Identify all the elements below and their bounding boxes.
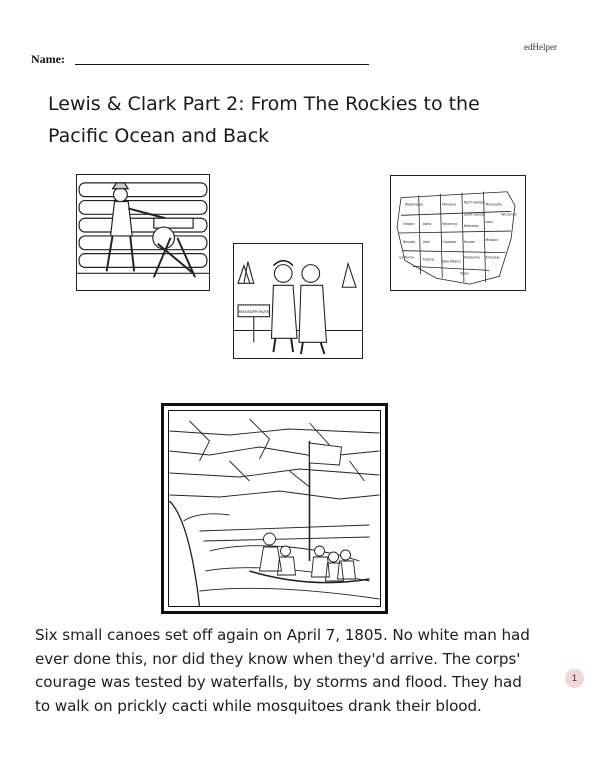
title-line-1: Lewis & Clark Part 2: From The Rockies to the	[48, 93, 480, 115]
map-state-label: Missouri	[485, 237, 499, 242]
map-state-label: Idaho	[422, 222, 432, 227]
map-state-label: Texas	[459, 271, 469, 276]
us-map-icon	[391, 176, 525, 290]
map-state-label: California	[399, 255, 414, 260]
story-line: to walk on prickly cacti while mosquitoes drank their blood.	[35, 696, 482, 715]
map-state-label: Minnesota	[485, 202, 502, 207]
map-state-label: Oklahoma	[463, 255, 480, 260]
cabin-sawing-image	[76, 174, 210, 291]
canoe-expedition-icon	[169, 411, 380, 606]
map-state-label: North Dakota	[463, 200, 485, 205]
us-map-image	[390, 175, 526, 291]
map-state-label: Nebraska	[463, 224, 479, 229]
map-state-label: Wyoming	[442, 222, 457, 227]
map-state-label: Montana	[442, 202, 456, 207]
name-input-line[interactable]	[75, 64, 369, 65]
cabin-sawing-icon	[77, 175, 209, 290]
page-title	[48, 88, 518, 152]
map-state-label: Arizona	[422, 257, 435, 262]
map-state-label: Kansas	[463, 239, 475, 244]
map-state-label: Nevada	[402, 239, 415, 244]
map-state-label: Washington	[404, 202, 424, 207]
explorers-icon	[234, 244, 362, 358]
name-label: Name:	[31, 52, 65, 66]
explorers-image	[233, 243, 363, 359]
map-state-label: Utah	[422, 239, 431, 244]
canoe-expedition-image	[161, 403, 388, 614]
map-state-label: South Dakota	[463, 212, 486, 217]
map-state-label: Colorado	[442, 239, 457, 244]
map-state-label: Oregon	[402, 222, 415, 227]
title-line-2: Pacific Ocean and Back	[48, 125, 270, 147]
map-state-label: Wisconsin	[501, 212, 517, 217]
story-line: courage was tested by waterfalls, by storms and flood. They had	[35, 673, 522, 691]
brand-label: edHelper	[524, 42, 557, 52]
story-line: ever done this, nor did they know when they'd arrive. The corps'	[35, 649, 521, 668]
story-line: Six small canoes set off again on April 7, 1805. No white man had	[35, 626, 530, 644]
map-state-label: Arkansas	[485, 255, 500, 260]
map-state-label: Iowa	[485, 220, 493, 225]
map-state-label: New Mexico	[442, 259, 462, 264]
explorers-sign-text: MISSISSIPPI RIVER	[238, 309, 269, 314]
page-number-badge: 1	[565, 669, 584, 688]
story-paragraph	[35, 624, 565, 718]
